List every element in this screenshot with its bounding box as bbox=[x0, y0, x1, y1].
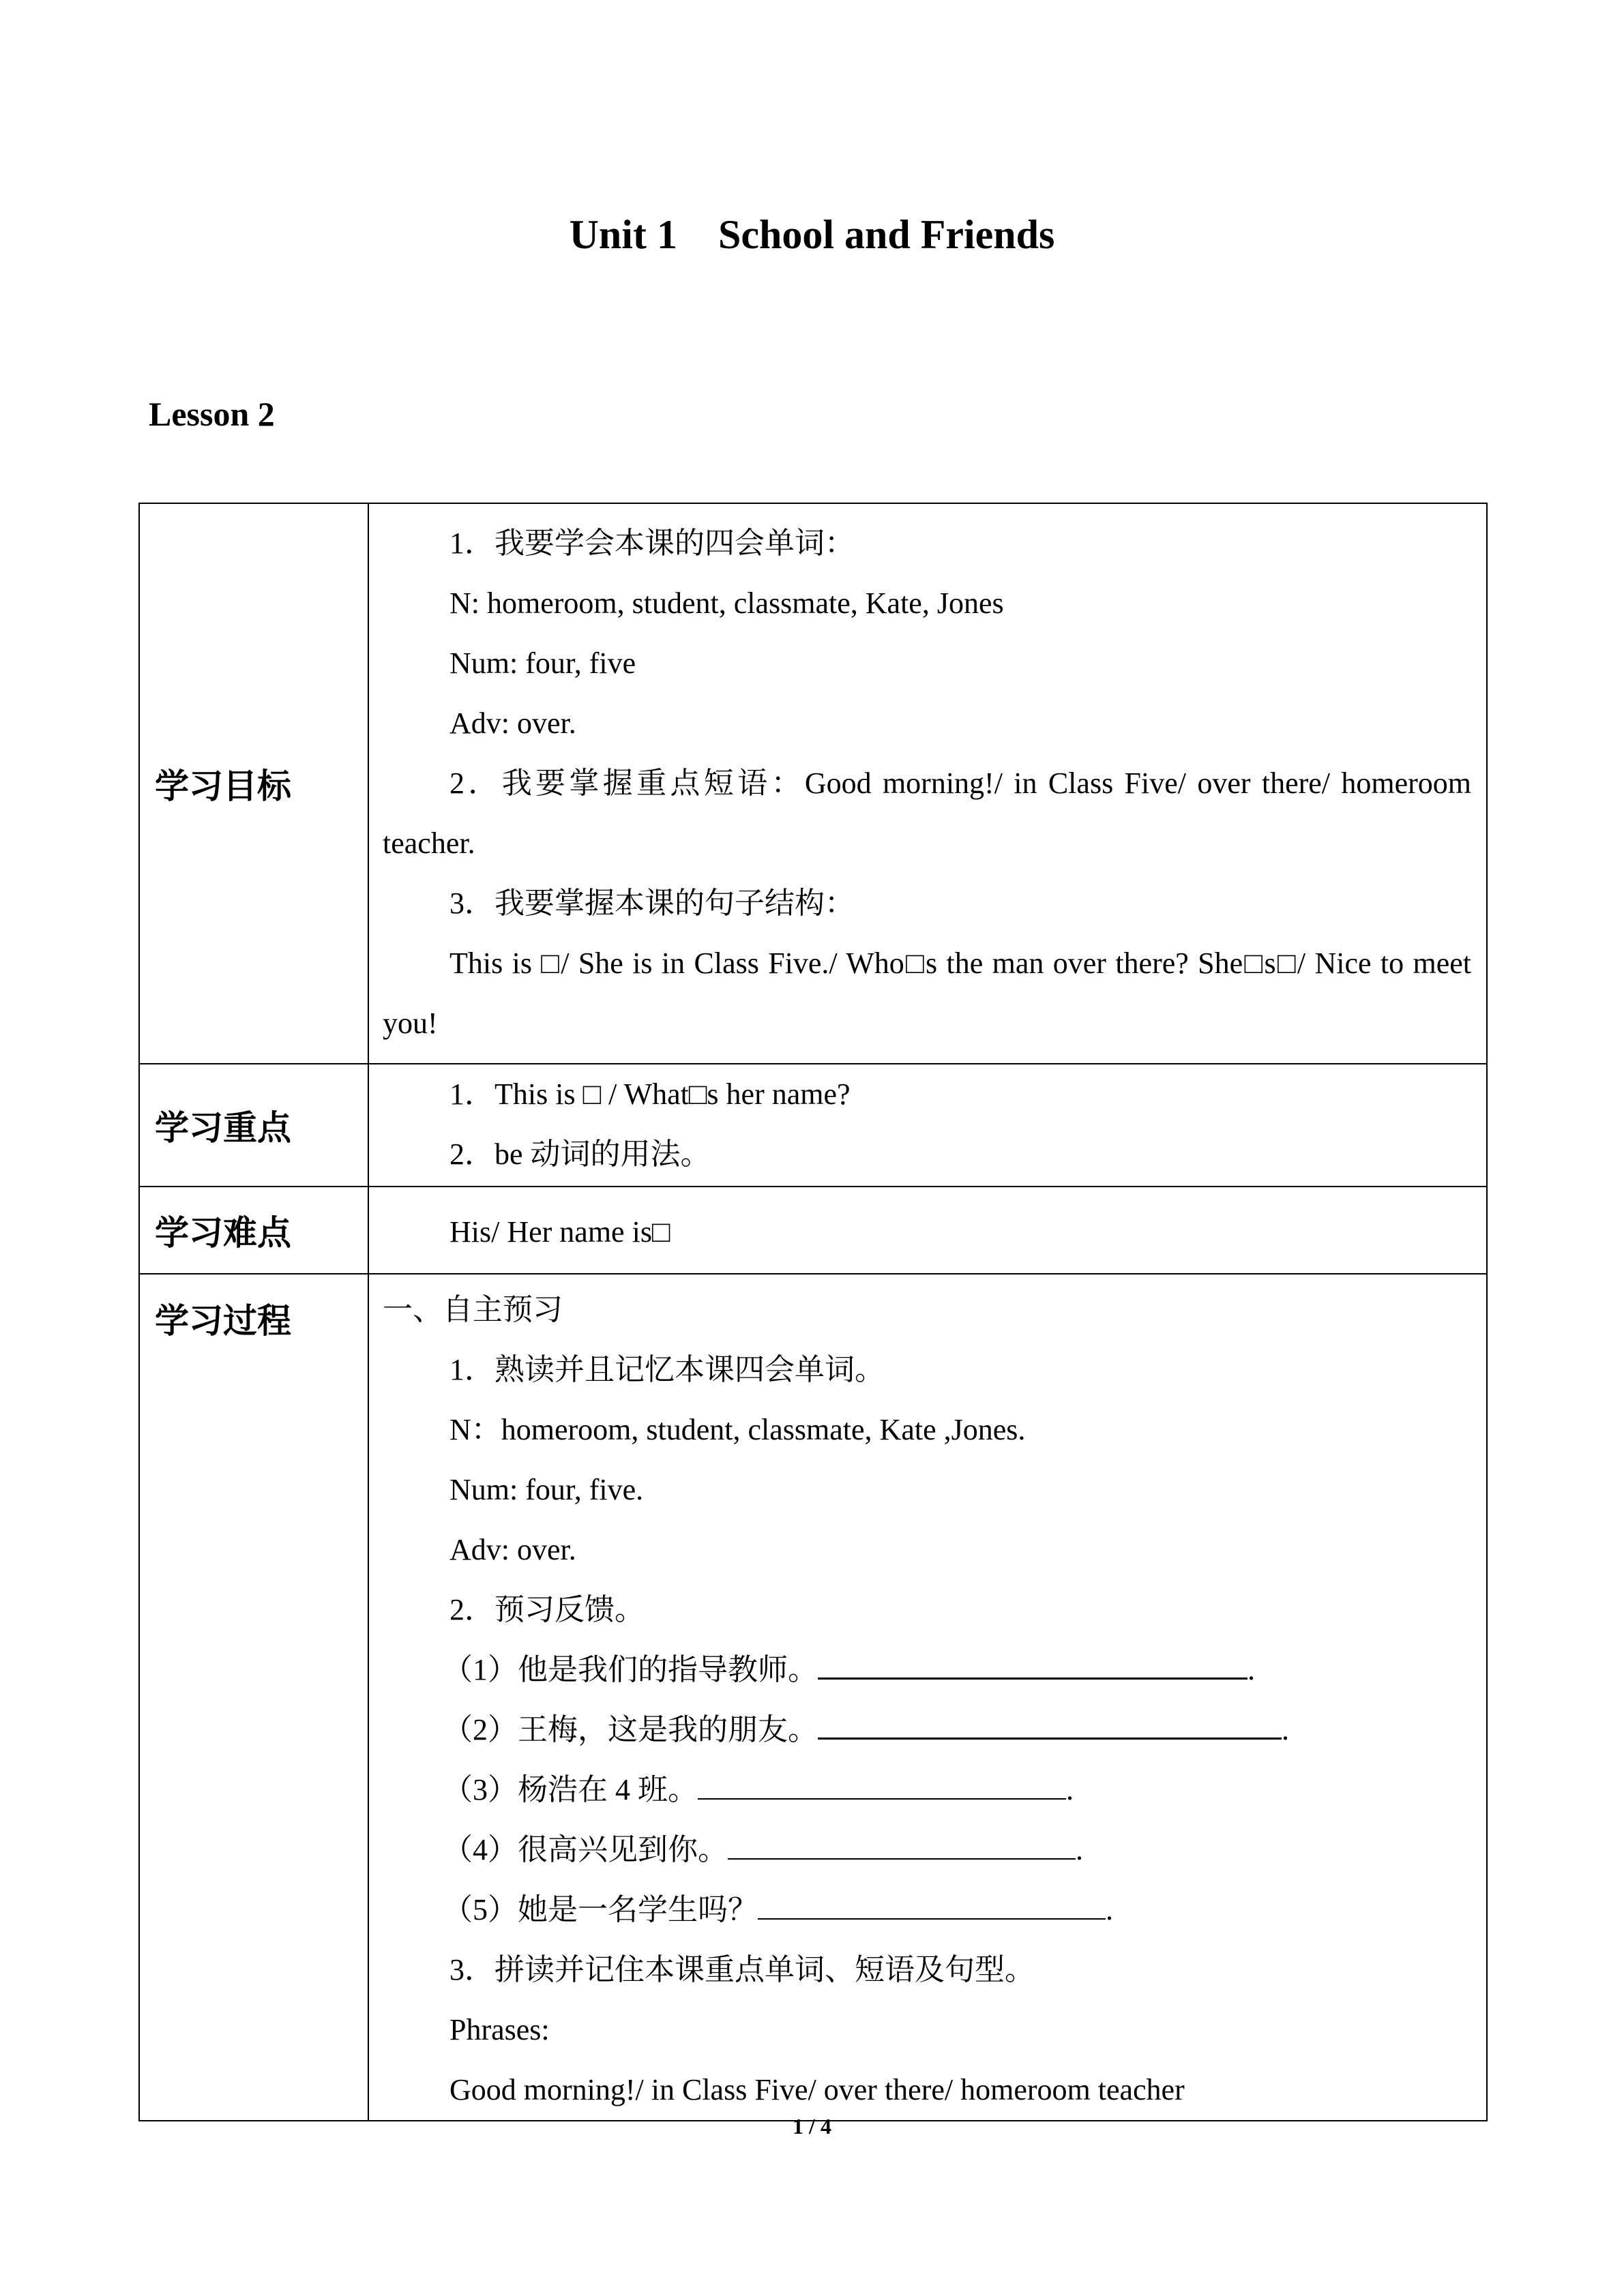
objective-line: 1．我要学会本课的四会单词： bbox=[449, 526, 855, 560]
exercise-item bbox=[383, 1760, 1471, 1820]
phrases-label: Phrases: bbox=[449, 2013, 550, 2046]
table-row bbox=[139, 1274, 1487, 2121]
page-number: 1 / 4 bbox=[793, 2114, 831, 2138]
table-row bbox=[139, 503, 1487, 1064]
row-label-difficulties: 学习难点 bbox=[139, 1187, 368, 1274]
objective-line: Num: four, five bbox=[449, 646, 636, 680]
exercise-prompt: （1）他是我们的指导教师。 bbox=[443, 1653, 818, 1686]
exercise-item bbox=[383, 1640, 1471, 1700]
exercise-item bbox=[383, 1820, 1471, 1880]
difficulties-content bbox=[368, 1187, 1487, 1274]
row-label-objectives: 学习目标 bbox=[139, 503, 368, 1064]
phrases-line: Good morning!/ in Class Five/ over there/ homeroom teacher bbox=[449, 2073, 1185, 2106]
key-point-line: 2．be 动词的用法。 bbox=[449, 1137, 711, 1171]
process-content bbox=[368, 1274, 1487, 2121]
answer-blank[interactable] bbox=[818, 1710, 1282, 1740]
objectives-content bbox=[368, 503, 1487, 1064]
exercise-period: . bbox=[1066, 1773, 1074, 1806]
exercise-prompt: （2）王梅，这是我的朋友。 bbox=[443, 1713, 818, 1746]
step-line: 3．拼读并记住本课重点单词、短语及句型。 bbox=[449, 1953, 1035, 1986]
key-points-content bbox=[368, 1064, 1487, 1187]
exercise-period: . bbox=[1106, 1893, 1113, 1926]
lesson-plan-table bbox=[138, 503, 1488, 2121]
exercise-item bbox=[383, 1880, 1471, 1940]
exercise-prompt: （3）杨浩在 4 班。 bbox=[443, 1773, 698, 1806]
objective-line: 2．我要掌握重点短语：Good morning!/ in Class Five/ over there/ homeroom teacher. bbox=[383, 766, 1471, 860]
objective-line: N: homeroom, student, classmate, Kate, Jones bbox=[449, 586, 1004, 620]
row-label-process: 学习过程 bbox=[139, 1274, 368, 2121]
document-title: Unit 1 School and Friends bbox=[569, 212, 1055, 257]
exercise-item bbox=[383, 1700, 1471, 1760]
section-heading: 一、自主预习 bbox=[383, 1293, 563, 1326]
objective-line: Adv: over. bbox=[449, 706, 576, 740]
exercise-period: . bbox=[1076, 1833, 1083, 1866]
table-row bbox=[139, 1187, 1487, 1274]
exercise-period: . bbox=[1282, 1713, 1289, 1746]
word-line: Num: four, five. bbox=[449, 1473, 644, 1506]
word-line: Adv: over. bbox=[449, 1533, 576, 1566]
answer-blank[interactable] bbox=[698, 1771, 1066, 1800]
answer-blank[interactable] bbox=[758, 1891, 1106, 1920]
step-line: 2．预习反馈。 bbox=[449, 1593, 645, 1626]
step-line: 1．熟读并且记忆本课四会单词。 bbox=[449, 1353, 885, 1386]
exercise-period: . bbox=[1247, 1653, 1255, 1686]
word-line: N：homeroom, student, classmate, Kate ,Jones. bbox=[449, 1413, 1026, 1446]
objective-line: 3．我要掌握本课的句子结构： bbox=[449, 886, 855, 920]
row-label-key-points: 学习重点 bbox=[139, 1064, 368, 1187]
lesson-heading: Lesson 2 bbox=[149, 395, 275, 433]
objective-line: This is □/ She is in Class Five./ Who□s the man over there? She□s□/ Nice to meet you! bbox=[383, 946, 1471, 1040]
exercise-prompt: （4）很高兴见到你。 bbox=[443, 1833, 728, 1866]
answer-blank[interactable] bbox=[728, 1831, 1076, 1860]
key-point-line: 1．This is □ / What□s her name? bbox=[449, 1077, 851, 1111]
answer-blank[interactable] bbox=[818, 1650, 1247, 1680]
table-row bbox=[139, 1064, 1487, 1187]
difficulty-line: His/ Her name is□ bbox=[449, 1215, 670, 1249]
exercise-prompt: （5）她是一名学生吗？ bbox=[443, 1893, 758, 1926]
